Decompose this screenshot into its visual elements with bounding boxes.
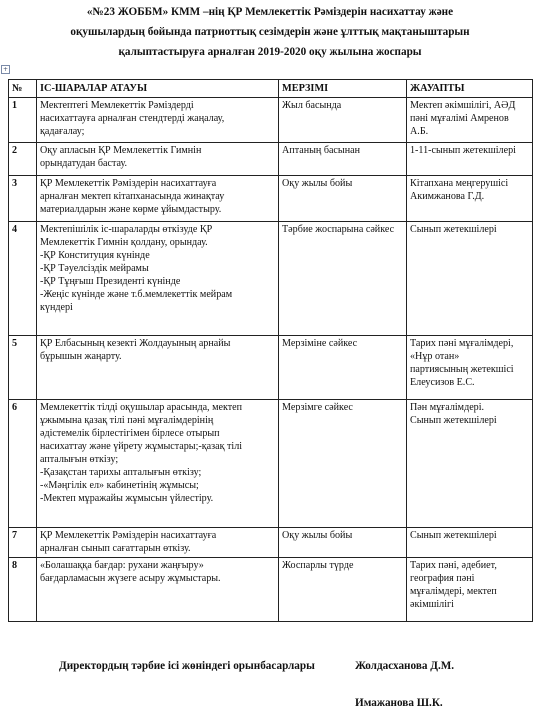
responsible-cell-line: география пәні: [410, 573, 475, 584]
responsible-cell: [407, 400, 533, 528]
event-cell-line: -ҚР Тұңғыш Президенті күнінде: [40, 276, 181, 287]
row-number: 3: [9, 176, 37, 222]
event-cell-line: орындатудан бастау.: [40, 158, 128, 169]
responsible-cell: [407, 528, 533, 558]
table-row: [9, 400, 533, 528]
responsible-cell: [407, 558, 533, 622]
responsible-cell-line: Сынып жетекшілері: [410, 415, 497, 426]
event-cell-line: материалдарын және көрме ұйымдастыру.: [40, 204, 222, 215]
event-cell-line: ҚР Мемлекеттік Рәміздерін насихаттауға: [40, 530, 217, 541]
term-cell-line: Мерзімге сәйкес: [282, 402, 353, 413]
table-row: [9, 222, 533, 336]
event-cell-line: бағдарламасын жүзеге асыру жұмыстары.: [40, 573, 221, 584]
event-cell: [37, 222, 279, 336]
event-cell-line: насихаттау және үйрету жұмыстары;-қазақ тілі: [40, 441, 243, 452]
row-number: 2: [9, 143, 37, 176]
term-cell: [279, 143, 407, 176]
title-line: оқушылардың бойында патриоттық сезімдерін және ұлттық мақтаныштарын: [70, 26, 470, 38]
event-cell-line: әдістемелік бірлестігімен бірлесе отырып: [40, 428, 220, 439]
column-header-responsible: ЖАУАПТЫ: [407, 80, 533, 98]
responsible-cell-line: Акимжанова Г.Д.: [410, 191, 485, 202]
row-number: 8: [9, 558, 37, 622]
event-cell-line: ұжымына қазақ тілі пәні мұғалімдерінің: [40, 415, 214, 426]
signature-name-2: Имажанова Ш.К.: [355, 697, 443, 709]
title-line: «№23 ЖОББМ» КММ –нің ҚР Мемлекеттік Рәміздерін насихаттау және: [86, 6, 454, 18]
term-cell-line: Жыл басында: [282, 100, 342, 111]
responsible-cell-line: мұғалімдері, мектеп: [410, 586, 497, 597]
column-header-number: №: [9, 80, 37, 98]
table-move-handle-icon[interactable]: +: [2, 66, 9, 73]
event-cell-line: арналған сынып сағаттарын өткізу.: [40, 543, 191, 554]
event-cell: [37, 176, 279, 222]
responsible-cell-line: Тарих пәні мұғалімдері,: [410, 338, 514, 349]
responsible-cell-line: Кітапхана меңгерушісі: [410, 178, 509, 189]
responsible-cell: [407, 222, 533, 336]
event-cell: [37, 558, 279, 622]
responsible-cell: [407, 336, 533, 400]
column-header-term: МЕРЗІМІ: [279, 80, 407, 98]
event-cell-line: Мектепішілік іс-шараларды өткізуде ҚР: [40, 224, 213, 235]
event-cell-line: Мемлекеттік тілді оқушылар арасында, мектеп: [40, 402, 243, 413]
term-cell: [279, 222, 407, 336]
responsible-cell-line: пәні мұғалімі Амренов: [410, 113, 509, 124]
row-number: 4: [9, 222, 37, 336]
event-cell-line: апталығын өткізу;: [40, 454, 119, 465]
term-cell: [279, 528, 407, 558]
table-row: [9, 176, 533, 222]
table-body: [9, 98, 533, 622]
event-cell-line: -Мектеп мұражайы жұмысын үйлестіру.: [40, 493, 214, 504]
event-cell: [37, 143, 279, 176]
event-cell-line: бұрышын жаңарту.: [40, 351, 122, 362]
event-cell-line: күндері: [40, 302, 73, 313]
plan-table: [8, 79, 533, 622]
event-cell-line: арналған мектеп кітапханасында жинақтау: [40, 191, 225, 202]
column-header-event: ІС-ШАРАЛАР АТАУЫ: [37, 80, 279, 98]
responsible-cell-line: А.Б.: [410, 126, 429, 137]
event-cell-line: -Қазақстан тарихы апталығын өткізу;: [40, 467, 202, 478]
responsible-cell: [407, 143, 533, 176]
responsible-cell-line: Пән мұғалімдері.: [410, 402, 485, 413]
term-cell: [279, 558, 407, 622]
event-cell: [37, 336, 279, 400]
table-row: [9, 336, 533, 400]
term-cell: [279, 98, 407, 143]
responsible-cell-line: Тарих пәні, әдебиет,: [410, 560, 497, 571]
responsible-cell-line: Мектеп әкімшілігі, АӘД: [410, 100, 516, 111]
event-cell-line: -ҚР Конституция күнінде: [40, 250, 150, 261]
table-row: [9, 143, 533, 176]
table-header-row: [9, 80, 533, 98]
responsible-cell-line: «Нұр отан»: [410, 351, 460, 362]
responsible-cell-line: 1-11-сынып жетекшілері: [410, 145, 516, 156]
responsible-cell-line: әкімшілігі: [410, 599, 454, 610]
term-cell-line: Тәрбие жоспарына сәйкес: [282, 224, 395, 235]
table-row: [9, 98, 533, 143]
event-cell: [37, 98, 279, 143]
responsible-cell-line: Елеусизов Е.С.: [410, 377, 475, 388]
event-cell-line: ҚР Елбасының кезекті Жолдауының арнайы: [40, 338, 231, 349]
event-cell-line: -«Мәңгілік ел» кабинетінің жұмысы;: [40, 480, 199, 491]
term-cell: [279, 400, 407, 528]
term-cell: [279, 176, 407, 222]
row-number: 1: [9, 98, 37, 143]
term-cell-line: Оқу жылы бойы: [282, 178, 353, 189]
responsible-cell-line: Сынып жетекшілері: [410, 530, 497, 541]
document-title: [20, 2, 520, 62]
event-cell-line: -Жеңіс күнінде және т.б.мемлекеттік мейрам: [40, 289, 233, 300]
table-row: [9, 528, 533, 558]
row-number: 5: [9, 336, 37, 400]
event-cell-line: қадағалау;: [40, 126, 85, 137]
row-number: 6: [9, 400, 37, 528]
term-cell-line: Жоспарлы түрде: [282, 560, 354, 571]
event-cell-line: Мемлекеттік Гимнін қолдану, орындау.: [40, 237, 208, 248]
responsible-cell: [407, 176, 533, 222]
title-line: қалыптастыруға арналған 2019-2020 оқу жылына жоспары: [118, 46, 422, 58]
term-cell-line: Оқу жылы бойы: [282, 530, 353, 541]
event-cell-line: «Болашаққа бағдар: рухани жаңғыру»: [40, 560, 204, 571]
event-cell-line: Мектептегі Мемлекеттік Рәміздерді: [40, 100, 194, 111]
term-cell-line: Мерзіміне сәйкес: [282, 338, 358, 349]
event-cell: [37, 400, 279, 528]
event-cell-line: Оқу апласын ҚР Мемлекеттік Гимнін: [40, 145, 202, 156]
responsible-cell-line: партиясының жетекшісі: [410, 364, 514, 375]
term-cell: [279, 336, 407, 400]
row-number: 7: [9, 528, 37, 558]
signature-role: Директордың тәрбие ісі жөніндегі орынбасарлары: [59, 660, 315, 672]
responsible-cell: [407, 98, 533, 143]
event-cell-line: ҚР Мемлекеттік Рәміздерін насихаттауға: [40, 178, 217, 189]
event-cell-line: -ҚР Тәуелсіздік мейрамы: [40, 263, 149, 274]
responsible-cell-line: Сынып жетекшілері: [410, 224, 497, 235]
event-cell-line: насихаттауға арналған стендтерді жаңалау,: [40, 113, 225, 124]
event-cell: [37, 528, 279, 558]
term-cell-line: Аптаның басынан: [282, 145, 360, 156]
table-row: [9, 558, 533, 622]
signature-name-1: Жолдасханова Д.М.: [355, 660, 455, 672]
